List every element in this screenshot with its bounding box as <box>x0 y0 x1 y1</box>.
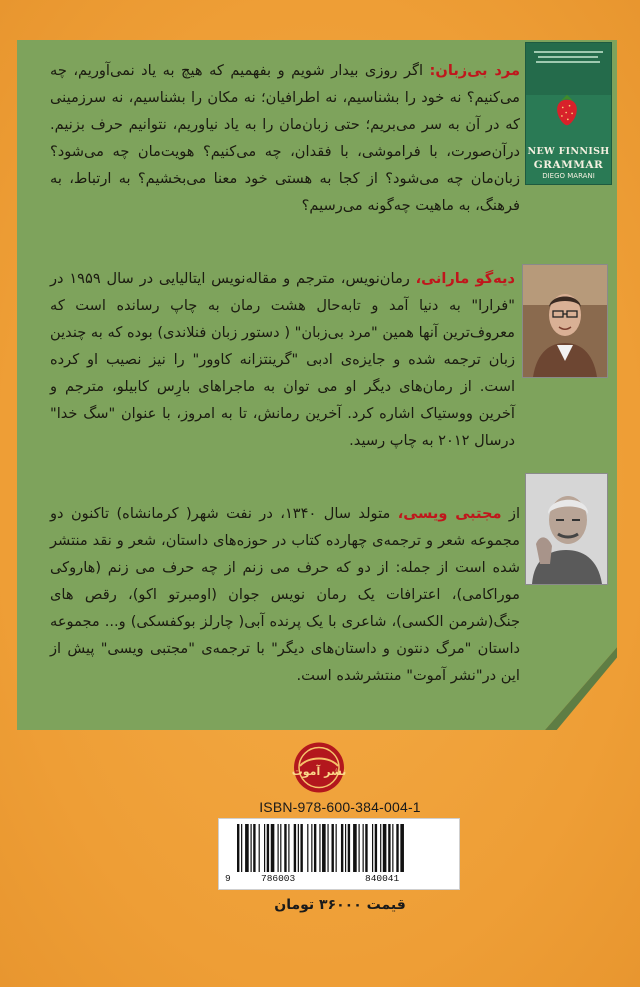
publisher-name: نشر آموت <box>291 765 347 778</box>
price-label: قیمت ۳۶۰۰۰ تومان <box>274 897 406 913</box>
tiny-text-line <box>538 56 598 58</box>
strawberry-icon <box>552 93 582 127</box>
author-bio-paragraph <box>50 265 515 480</box>
translator-bio-paragraph <box>50 500 520 720</box>
author-name: دیه‌گو مارانی، <box>415 270 516 287</box>
barcode <box>218 818 460 890</box>
author-bio-text: رمان‌نویس، مترجم و مقاله‌نویس ایتالیایی در سال ۱۹۵۹ در "فرارا" به دنیا آمد و تابه‌حال هشت رمان به چاپ رسانده است که معروف‌ترین آنها همین "مرد بی‌زبان" ( دستور زبان فنلاندی) بوده که به چندین زبان ترجمه شده و جایزه‌ی ادبی "گرینتزانه کاوور" را نیز نصیب او کرده است. از رمان‌های دیگر او می توان به ماجراهای بارِس کابیلو، مترجم و آخرین ووستیاک اشاره کرد. آخرین رمانش، تا به امروز، با عنوان "سگ خدا" درسال ۲۰۱۲ به چاپ رسید. <box>50 270 515 449</box>
publisher-logo <box>286 740 352 795</box>
translator-name: مجتبی ویسی، <box>397 505 502 522</box>
blurb-title: مرد بی‌زبان: <box>429 62 520 79</box>
book-author: DIEGO MARANI <box>542 172 595 180</box>
barcode-lead-digit: 9 <box>225 873 231 884</box>
isbn-number: ISBN-978-600-384-004-1 <box>259 799 421 815</box>
translator-prefix: از <box>501 505 521 522</box>
tiny-text-line <box>534 51 603 53</box>
barcode-group1: 786003 <box>261 873 296 884</box>
book-title-line2: GRAMMAR <box>533 159 604 171</box>
blurb-text: اگر روزی بیدار شویم و بفهمیم که هیچ به یاد نمی‌آوریم، چه می‌کنیم؟ نه خود را بشناسیم، نه اطرافیان؛ نه مکان را بشناسیم، نه سرزمینی که در آن به سر می‌بریم؛ حتی زبان‌مان را به یاد نیاوریم، نتوانیم حرف بزنیم. درآن‌صورت، با فراموشی، با فقدان، چه می‌کنیم؟ هویت‌مان چه می‌شود؟ زبان‌مان چه می‌شود؟ از کجا به هستی خود معنا می‌بخشیم؟ به ارتباط، به فرهنگ، به ماهیت چه‌گونه می‌رسیم؟ <box>50 62 520 214</box>
tiny-text-line <box>536 61 600 63</box>
book-cover-thumbnail <box>525 42 612 185</box>
author-photo <box>522 264 608 378</box>
translator-photo <box>525 473 608 585</box>
barcode-group2: 840041 <box>365 873 400 884</box>
barcode-bars <box>219 822 459 880</box>
translator-bio-text: متولد سال ۱۳۴۰، در نفت شهر( کرمانشاه) تاکنون دو مجموعه شعر و ترجمه‌ی چهارده کتاب در حوزه‌های داستان، شعر و نقد منتشر شده است از جمله: از دو که حرف می زنم از چه حرف می زنم (هاروکی موراکامی)، اعترافات یک رمان نویس جوان (اومبرتو اکو)، رقص های جنگ(شرمن الکسی)، شاعری با یک پرنده آبی( چارلز بوکفسکی) و... مجموعه داستان "مرگ دنتون و داستان‌های دیگر" با ترجمه‌ی "مجتبی ویسی" پیش از این در"نشر آموت" منتشرشده است. <box>50 505 520 684</box>
book-title-line1: NEW FINNISH <box>527 146 610 157</box>
blurb-paragraph <box>50 57 520 249</box>
